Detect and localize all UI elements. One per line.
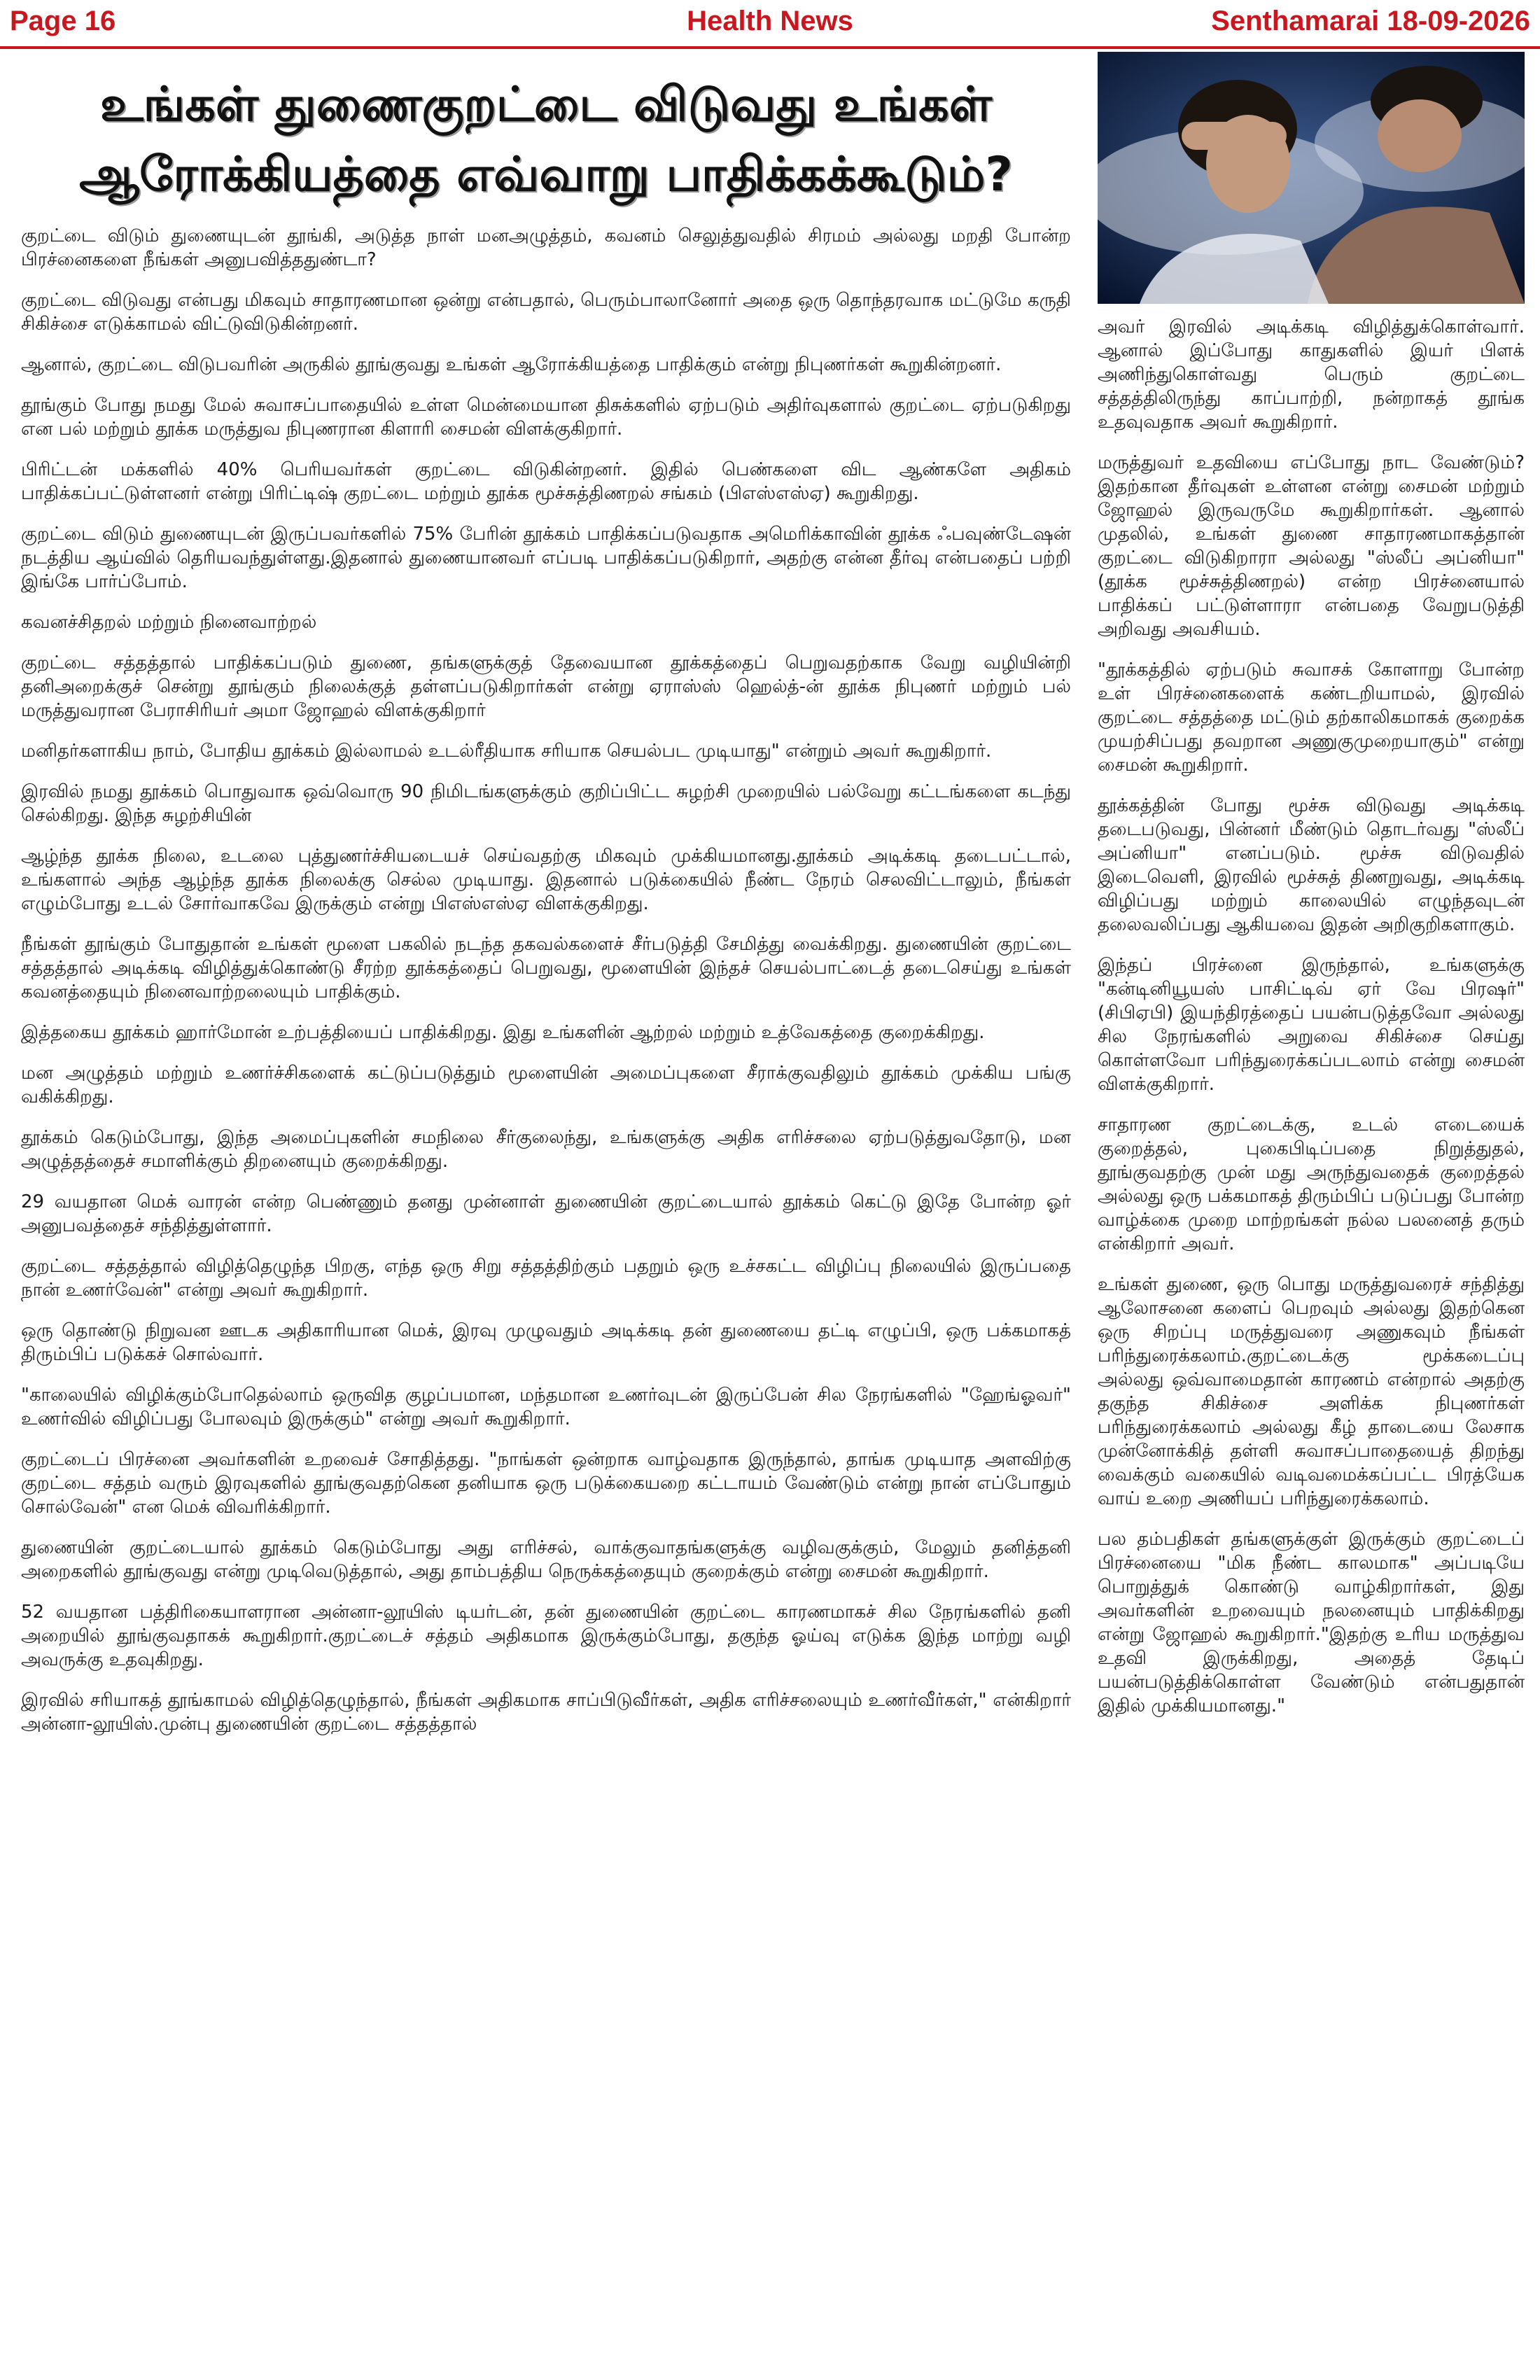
article-paragraph: குறட்டை சத்தத்தால் பாதிக்கப்படும் துணை, தங்களுக்குத் தேவையான தூக்கத்தைப் பெறுவதற்காக வேறு வழியின்றி தனிஅறைக்குச் சென்று தூங்கும் நிலைக்குத் தள்ளப்படுகிறார்கள் என்று ஏராஸ்ஸ் ஹெல்த்-ன் தூக்க நிபுணர் மற்றும் பல் மருத்துவரான பேராசிரியர் அமா ஜோஹல் விளக்குகிறார் [21, 652, 1071, 721]
article-main-column [21, 224, 1071, 1753]
article-paragraph: மன அழுத்தம் மற்றும் உணர்ச்சிகளைக் கட்டுப்படுத்தும் மூளையின் அமைப்புகளை சீராக்குவதிலும் தூக்கம் முக்கிய பங்கு வகிக்கிறது. [21, 1063, 1071, 1107]
headline-line-1: உங்கள் துணைகுறட்டை விடுவது உங்கள் [99, 77, 993, 132]
article-paragraph: குறட்டை சத்தத்தால் விழித்தெழுந்த பிறகு, எந்த ஒரு சிறு சத்தத்திற்கும் பதறும் ஒரு உச்சகட்ட விழிப்பு நிலையில் இருப்பதை நான் உணர்வேன்" என்று அவர் கூறுகிறார். [21, 1256, 1072, 1301]
article-paragraph: பிரிட்டன் மக்களில் 40% பெரியவர்கள் குறட்டை விடுகின்றனர். இதில் பெண்களை விட ஆண்களே அதிகம் பாதிக்கப்பட்டுள்ளனர் என்று பிரிட்டிஷ் குறட்டை மற்றும் தூக்க மூச்சுத்திணறல் சங்கம் (பிஎஸ்எஸ்ஏ) கூறுகிறது. [21, 459, 1071, 504]
side-column-paragraph: அவர் இரவில் அடிக்கடி விழித்துக்கொள்வார். ஆனால் இப்போது காதுகளில் இயர் பிளக் அணிந்துகொள்வது பெரும் குறட்டை சத்தத்திலிருந்து காப்பாற்றி, நன்றாகத் தூங்க உதவுவதாக அவர் கூறுகிறார். [1098, 316, 1525, 433]
article-paragraph: ஆனால், குறட்டை விடுபவரின் அருகில் தூங்குவது உங்கள் ஆரோக்கியத்தை பாதிக்கும் என்று நிபுணர்கள் கூறுகின்றனர். [21, 354, 1002, 375]
page-number: Page 16 [10, 6, 116, 36]
article-paragraph: தூங்கும் போது நமது மேல் சுவாசப்பாதையில் உள்ள மென்மையான திசுக்களில் ஏற்படும் அதிர்வுகளால் குறட்டை ஏற்படுகிறது என பல் மற்றும் தூக்க மருத்துவ நிபுணரான கிளாரி சைமன் விளக்குகிறார். [21, 395, 1071, 440]
page-header [0, 0, 1540, 49]
article-paragraph: 52 வயதான பத்திரிகையாளரான அன்னா-லூயிஸ் டியர்டன், தன் துணையின் குறட்டை காரணமாகச் சில நேரங்களில் தனி அறையில் தூங்குவதாகக் கூறுகிறார்.குறட்டைச் சத்தம் அதிகமாக இருக்கும்போது, தகுந்த ஓய்வு எடுக்க இந்த மாற்று வழி அவருக்கு உதவுகிறது. [21, 1602, 1071, 1670]
side-column-paragraph: இந்தப் பிரச்னை இருந்தால், உங்களுக்கு "கன்டினியூயஸ் பாசிட்டிவ் ஏர் வே பிரஷர்" (சிபிஏபி) இயந்திரத்தைப் பயன்படுத்தவோ அல்லது சில நேரங்களில் அறுவை சிகிச்சை செய்து கொள்ளவோ பரிந்துரைக்கப்படலாம் என்று சைமன் விளக்குகிறார். [1098, 955, 1525, 1095]
article-paragraph: துணையின் குறட்டையால் தூக்கம் கெடும்போது அது எரிச்சல், வாக்குவாதங்களுக்கு வழிவகுக்கும், மேலும் தனித்தனி அறைகளில் தூங்குவது என்று முடிவெடுத்தால், அது தாம்பத்திய நெருக்கத்தையும் குறைக்கும் என்று சைமன் கூறுகிறார். [21, 1537, 1071, 1582]
article-paragraph: மனிதர்களாகிய நாம், போதிய தூக்கம் இல்லாமல் உடல்ரீதியாக சரியாக செயல்பட முடியாது" என்றும் அவர் கூறுகிறார். [21, 741, 992, 762]
article-paragraph: "காலையில் விழிக்கும்போதெல்லாம் ஒருவித குழப்பமான, மந்தமான உணர்வுடன் இருப்பேன் சில நேரங்களில் "ஹேங்ஓவர்" உணர்வில் விழிப்பது போலவும் இருக்கும்" என்று அவர் கூறுகிறார். [21, 1385, 1071, 1429]
side-column-paragraph: பல தம்பதிகள் தங்களுக்குள் இருக்கும் குறட்டைப் பிரச்னையை "மிக நீண்ட காலமாக" அப்படியே பொறுத்துக் கொண்டு வாழ்கிறார்கள், இது அவர்களின் உறவையும் நலனையும் பாதிக்கிறது என்று ஜோஹல் கூறுகிறார்."இதற்கு உரிய மருத்துவ உதவி இருக்கிறது, அதைத் தேடிப் பயன்படுத்திக்கொள்ள வேண்டும் என்பதுதான் இதில் முக்கியமானது." [1098, 1529, 1525, 1716]
article-paragraph: இரவில் சரியாகத் தூங்காமல் விழித்தெழுந்தால், நீங்கள் அதிகமாக சாப்பிடுவீர்கள், அதிக எரிச்சலையும் உணர்வீர்கள்," என்கிறார் அன்னா-லூயிஸ்.முன்பு துணையின் குறட்டை சத்தத்தால் [21, 1690, 1071, 1735]
side-column-paragraph: "தூக்கத்தில் ஏற்படும் சுவாசக் கோளாறு போன்ற உள் பிரச்னைகளைக் கண்டறியாமல், இரவில் குறட்டை சத்தத்தை மட்டும் தற்காலிகமாகக் குறைக்க முயற்சிப்பது தவறான அணுகுமுறையாகும்" என்று சைமன் கூறுகிறார். [1098, 659, 1525, 776]
article-paragraph: ஒரு தொண்டு நிறுவன ஊடக அதிகாரியான மெக், இரவு முழுவதும் அடிக்கடி தன் துணையை தட்டி எழுப்பி, ஒரு பக்கமாகத் திரும்பிப் படுக்கச் சொல்வார். [21, 1320, 1072, 1365]
article-paragraph: 29 வயதான மெக் வாரன் என்ற பெண்ணும் தனது முன்னாள் துணையின் குறட்டையால் தூக்கம் கெட்டு இதே போன்ற ஓர் அனுபவத்தைச் சந்தித்துள்ளார். [21, 1191, 1071, 1236]
side-column-paragraph: உங்கள் துணை, ஒரு பொது மருத்துவரைச் சந்தித்து ஆலோசனை களைப் பெறவும் அல்லது இதற்கென ஒரு சிறப்பு மருத்துவரை அணுகவும் நீங்கள் பரிந்துரைக்கலாம்.குறட்டைக்கு மூக்கடைப்பு அல்லது ஒவ்வாமைதான் காரணம் என்றால் அதற்கு தகுந்த சிகிச்சை அளிக்க நிபுணர்கள் பரிந்துரைக்கலாம் அல்லது கீழ் தாடையை லேசாக முன்னோக்கித் தள்ளி சுவாசப்பாதையைத் திறந்து வைக்கும் வகையில் வடிவமைக்கப்பட்ட பிரத்யேக வாய் உறை அணியப் பரிந்துரைக்கலாம். [1098, 1274, 1525, 1509]
article-photo [1098, 52, 1525, 304]
article-paragraph: குறட்டை விடும் துணையுடன் இருப்பவர்களில் 75% பேரின் தூக்கம் பாதிக்கப்படுவதாக அமெரிக்காவின் தூக்க ஃபவுண்டேஷன் நடத்திய ஆய்வில் தெரியவந்துள்ளது.இதனால் துணையானவர் எப்படி பாதிக்கப்படுகிறார், அதற்கு என்ன தீர்வு என்பதைப் பற்றி இங்கே பார்ப்போம். [21, 524, 1071, 592]
article-paragraph: நீங்கள் தூங்கும் போதுதான் உங்கள் மூளை பகலில் நடந்த தகவல்களைச் சீர்படுத்தி சேமித்து வைக்கிறது. துணையின் குறட்டை சத்தத்தால் அடிக்கடி விழித்துக்கொண்டு சீரற்ற தூக்கத்தைப் பெறுவது, மூளையின் இந்தச் செயல்பாட்டைத் தடைசெய்து உங்கள் கவனத்தையும் நினைவாற்றலையும் பாதிக்கும். [21, 934, 1071, 1002]
side-column-paragraph: மருத்துவர் உதவியை எப்போது நாட வேண்டும்? இதற்கான தீர்வுகள் உள்ளன என்று சைமன் மற்றும் ஜோஹல் இருவருமே கூறுகிறார்கள். ஆனால் முதலில், உங்கள் துணை சாதாரணமாகத்தான் குறட்டை விடுகிறாரா அல்லது "ஸ்லீப் அப்னியா" (தூக்க மூச்சுத்திணறல்) என்ற பிரச்னையால் பாதிக்கப் பட்டுள்ளாரா என்பதை வேறுபடுத்தி அறிவது அவசியம். [1098, 452, 1525, 640]
side-column-paragraph: தூக்கத்தின் போது மூச்சு விடுவது அடிக்கடி தடைபடுவது, பின்னர் மீண்டும் தொடர்வது "ஸ்லீப் அப்னியா" எனப்படும். மூச்சு விடுவதில் இடைவெளி, இரவில் மூச்சுத் திணறுவது, அடிக்கடி விழிப்பது மற்றும் காலையில் எழுந்தவுடன் தலைவலிப்பது ஆகியவை இதன் அறிகுறிகளாகும். [1098, 795, 1525, 935]
article-paragraph: ஆழ்ந்த தூக்க நிலை, உடலை புத்துணர்ச்சியடையச் செய்வதற்கு மிகவும் முக்கியமானது.தூக்கம் அடிக்கடி தடைபட்டால், உங்களால் அந்த ஆழ்ந்த தூக்க நிலைக்கு செல்ல முடியாது. இதனால் படுக்கையில் நீண்ட நேரம் செலவிட்டாலும், நீங்கள் எழும்போது உடல் சோர்வாகவே இருக்கும் என்று பிஎஸ்எஸ்ஏ விளக்குகிறது. [21, 846, 1072, 914]
article-paragraph: கவனச்சிதறல் மற்றும் நினைவாற்றல் [21, 612, 317, 633]
paper-name-date: Senthamarai 18-09-2026 [1211, 6, 1530, 36]
article-side-column [1098, 315, 1525, 1735]
headline-line-2: ஆரோக்கியத்தை எவ்வாறு பாதிக்கக்கூடும்? [79, 147, 1013, 202]
section-name: Health News [687, 6, 853, 36]
article-paragraph: குறட்டை விடும் துணையுடன் தூங்கி, அடுத்த நாள் மனஅழுத்தம், கவனம் செலுத்துவதில் சிரமம் அல்லது மறதி போன்ற பிரச்னைகளை நீங்கள் அனுபவித்ததுண்டா? [21, 225, 1071, 270]
article-paragraph: இத்தகைய தூக்கம் ஹார்மோன் உற்பத்தியைப் பாதிக்கிறது. இது உங்களின் ஆற்றல் மற்றும் உத்வேகத்தை குறைக்கிறது. [21, 1022, 985, 1043]
article-paragraph: குறட்டைப் பிரச்னை அவர்களின் உறவைச் சோதித்தது. "நாங்கள் ஒன்றாக வாழ்வதாக இருந்தால், தாங்க முடியாத அளவிற்கு குறட்டை சத்தம் வரும் இரவுகளில் தூங்குவதற்கென தனியாக ஒரு படுக்கையறை கட்டாயம் வேண்டும் என்று நான் எப்போதும் சொல்வேன்" என மெக் விவரிக்கிறார். [21, 1449, 1071, 1518]
article-headline [21, 70, 1071, 210]
side-column-paragraph: சாதாரண குறட்டைக்கு, உடல் எடையைக் குறைத்தல், புகைபிடிப்பதை நிறுத்துதல், தூங்குவதற்கு முன் மது அருந்துவதைக் குறைத்தல் அல்லது ஒரு பக்கமாகத் திரும்பிப் படுப்பது போன்ற வாழ்க்கை முறை மாற்றங்கள் நல்ல பலனைத் தரும் என்கிறார் அவர். [1098, 1114, 1525, 1254]
article-paragraph: குறட்டை விடுவது என்பது மிகவும் சாதாரணமான ஒன்று என்பதால், பெரும்பாலானோர் அதை ஒரு தொந்தரவாக மட்டுமே கருதி சிகிச்சை எடுக்காமல் விட்டுவிடுகின்றனர். [21, 290, 1071, 335]
couple-in-bed-image [1098, 52, 1525, 304]
article-paragraph: தூக்கம் கெடும்போது, இந்த அமைப்புகளின் சமநிலை சீர்குலைந்து, உங்களுக்கு அதிக எரிச்சலை ஏற்படுத்துவதோடு, மன அழுத்தத்தைச் சமாளிக்கும் திறனையும் குறைக்கிறது. [21, 1127, 1071, 1172]
article-paragraph: இரவில் நமது தூக்கம் பொதுவாக ஒவ்வொரு 90 நிமிடங்களுக்கும் குறிப்பிட்ட சுழற்சி முறையில் பல்வேறு கட்டங்களை கடந்து செல்கிறது. இந்த சுழற்சியின் [21, 781, 1071, 826]
